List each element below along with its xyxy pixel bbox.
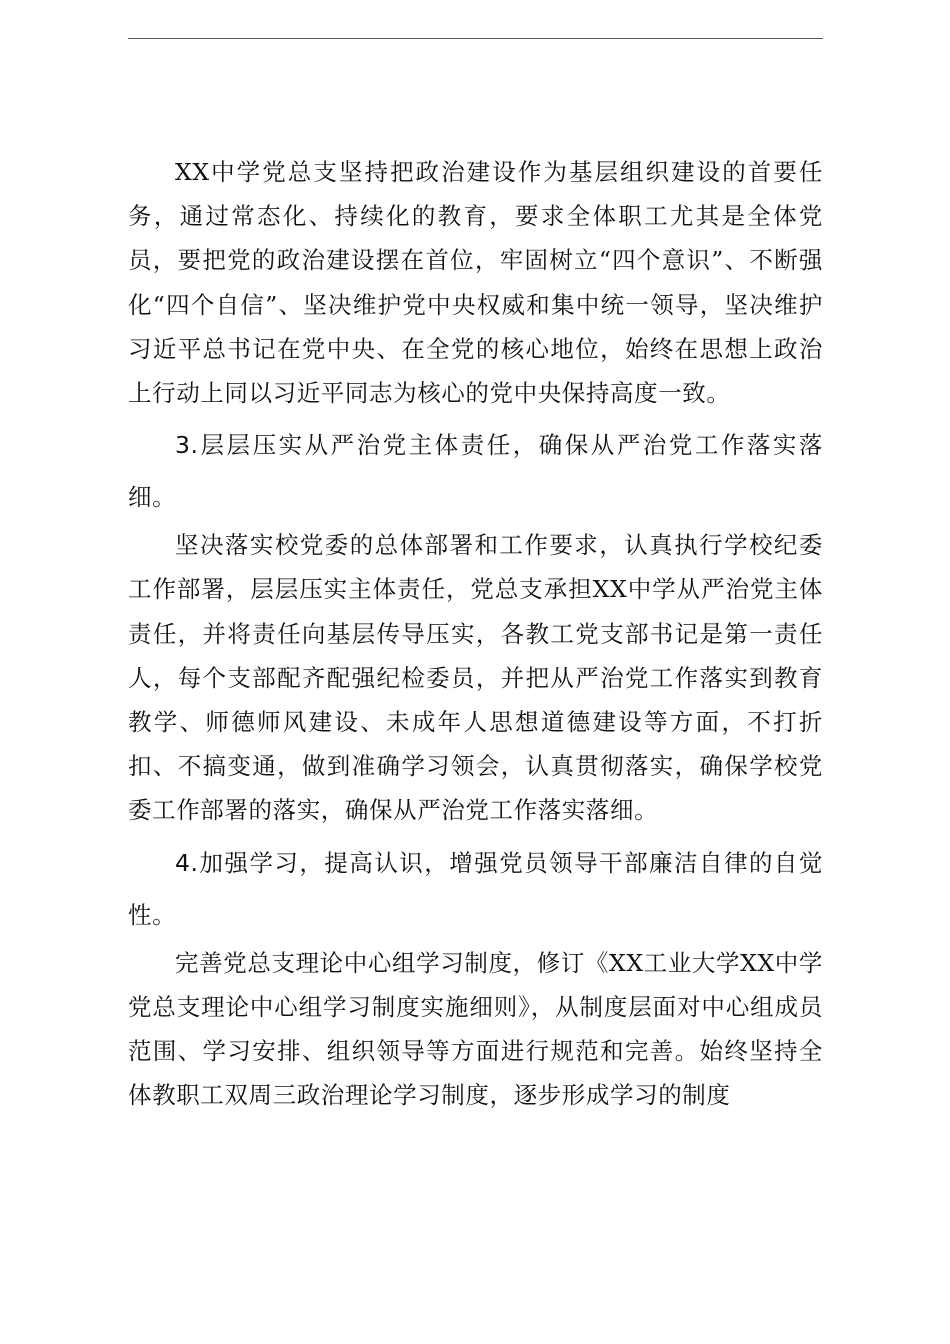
- section-heading-3: 3.层层压实从严治党主体责任，确保从严治党工作落实落细。: [128, 431, 823, 512]
- paragraph-political-construction: XX中学党总支坚持把政治建设作为基层组织建设的首要任务，通过常态化、持续化的教育，要求全体职工尤其是全体党员，要把党的政治建设摆在首位，牢固树立“四个意识”、不断强化“四个自信”、坚决维护党中央权威和集中统一领导，坚决维护习近平总书记在党中央、在全党的核心地位，始终在思想上政治上行动上同以习近平同志为核心的党中央保持高度一致。: [128, 158, 823, 408]
- section-heading-4: 4.加强学习，提高认识，增强党员领导干部廉洁自律的自觉性。: [128, 848, 823, 929]
- header-rule: [128, 38, 823, 39]
- paragraph-responsibility: 坚决落实校党委的总体部署和工作要求，认真执行学校纪委工作部署，层层压实主体责任，党总支承担XX中学从严治党主体责任，并将责任向基层传导压实，各教工党支部书记是第一责任人，每个支部配齐配强纪检委员，并把从严治党工作落实到教育教学、师德师风建设、未成年人思想道德建设等方面，不打折扣、不搞变通，做到准确学习领会，认真贯彻落实，确保学校党委工作部署的落实，确保从严治党工作落实落细。: [128, 531, 823, 825]
- paragraph-study-system: 完善党总支理论中心组学习制度，修订《XX工业大学XX中学党总支理论中心组学习制度实施细则》，从制度层面对中心组成员范围、学习安排、组织领导等方面进行规范和完善。始终坚持全体教职工双周三政治理论学习制度，逐步形成学习的制度: [128, 948, 823, 1110]
- document-body: [128, 150, 823, 1117]
